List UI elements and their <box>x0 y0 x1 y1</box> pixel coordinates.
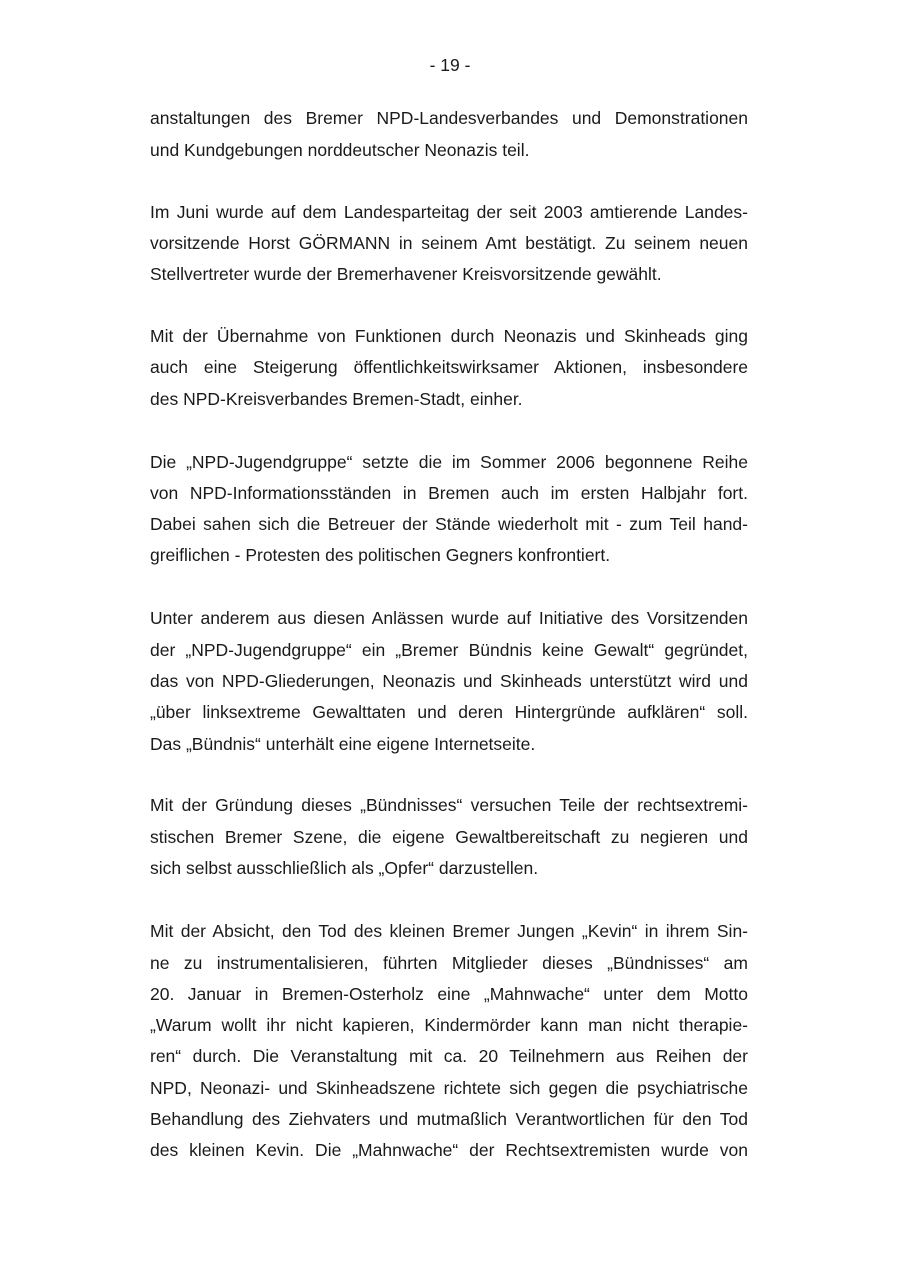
paragraph-line: des NPD-Kreisverbandes Bremen-Stadt, einher. <box>150 389 523 409</box>
paragraph-line: Stellvertreter wurde der Bremerhavener Kreisvorsitzende gewählt. <box>150 264 662 284</box>
paragraph-line: vorsitzende Horst GÖRMANN in seinem Amt bestätigt. Zu seinem neuen <box>150 233 748 253</box>
page-number: - 19 - <box>429 55 471 75</box>
paragraph-line: von NPD-Informationsständen in Bremen auch im ersten Halbjahr fort. <box>150 483 748 503</box>
paragraph-line: greiflichen - Protesten des politischen Gegners konfrontiert. <box>150 545 611 565</box>
paragraph-line: ren“ durch. Die Veranstaltung mit ca. 20 Teilnehmern aus Reihen der <box>150 1046 748 1066</box>
paragraph-line: 20. Januar in Bremen-Osterholz eine „Mahnwache“ unter dem Motto <box>150 984 748 1004</box>
paragraph-line: Dabei sahen sich die Betreuer der Stände wiederholt mit - zum Teil hand- <box>150 514 748 534</box>
paragraph-line: Im Juni wurde auf dem Landesparteitag der seit 2003 amtierende Landes- <box>150 202 748 222</box>
paragraph-line: das von NPD-Gliederungen, Neonazis und Skinheads unterstützt wird und <box>150 671 748 691</box>
paragraph-line: und Kundgebungen norddeutscher Neonazis teil. <box>150 140 530 160</box>
paragraph-line: Die „NPD-Jugendgruppe“ setzte die im Sommer 2006 begonnene Reihe <box>150 452 748 472</box>
paragraph-line: sich selbst ausschließlich als „Opfer“ darzustellen. <box>150 858 539 878</box>
paragraph-line: Mit der Gründung dieses „Bündnisses“ versuchen Teile der rechtsextremi- <box>150 795 748 815</box>
paragraph-line: der „NPD-Jugendgruppe“ ein „Bremer Bündnis keine Gewalt“ gegründet, <box>150 640 748 660</box>
paragraph-line: Unter anderem aus diesen Anlässen wurde auf Initiative des Vorsitzenden <box>150 608 748 628</box>
paragraph-line: anstaltungen des Bremer NPD-Landesverbandes und Demonstrationen <box>150 108 748 128</box>
paragraph-line: Mit der Absicht, den Tod des kleinen Bremer Jungen „Kevin“ in ihrem Sin- <box>150 921 748 941</box>
paragraph-line: Das „Bündnis“ unterhält eine eigene Internetseite. <box>150 734 536 754</box>
paragraph-line: stischen Bremer Szene, die eigene Gewaltbereitschaft zu negieren und <box>150 827 748 847</box>
paragraph-line: NPD, Neonazi- und Skinheadszene richtete sich gegen die psychiatrische <box>150 1078 748 1098</box>
paragraph-line: „über linksextreme Gewalttaten und deren Hintergründe aufklären“ soll. <box>150 702 748 722</box>
paragraph-line: Mit der Übernahme von Funktionen durch Neonazis und Skinheads ging <box>150 326 748 346</box>
paragraph-line: Behandlung des Ziehvaters und mutmaßlich Verantwortlichen für den Tod <box>150 1109 748 1129</box>
paragraph-line: des kleinen Kevin. Die „Mahnwache“ der Rechtsextremisten wurde von <box>150 1140 748 1160</box>
paragraph-line: auch eine Steigerung öffentlichkeitswirksamer Aktionen, insbesondere <box>150 357 748 377</box>
paragraph-line: ne zu instrumentalisieren, führten Mitglieder dieses „Bündnisses“ am <box>150 953 748 973</box>
paragraph-line: „Warum wollt ihr nicht kapieren, Kindermörder kann man nicht therapie- <box>150 1015 748 1035</box>
